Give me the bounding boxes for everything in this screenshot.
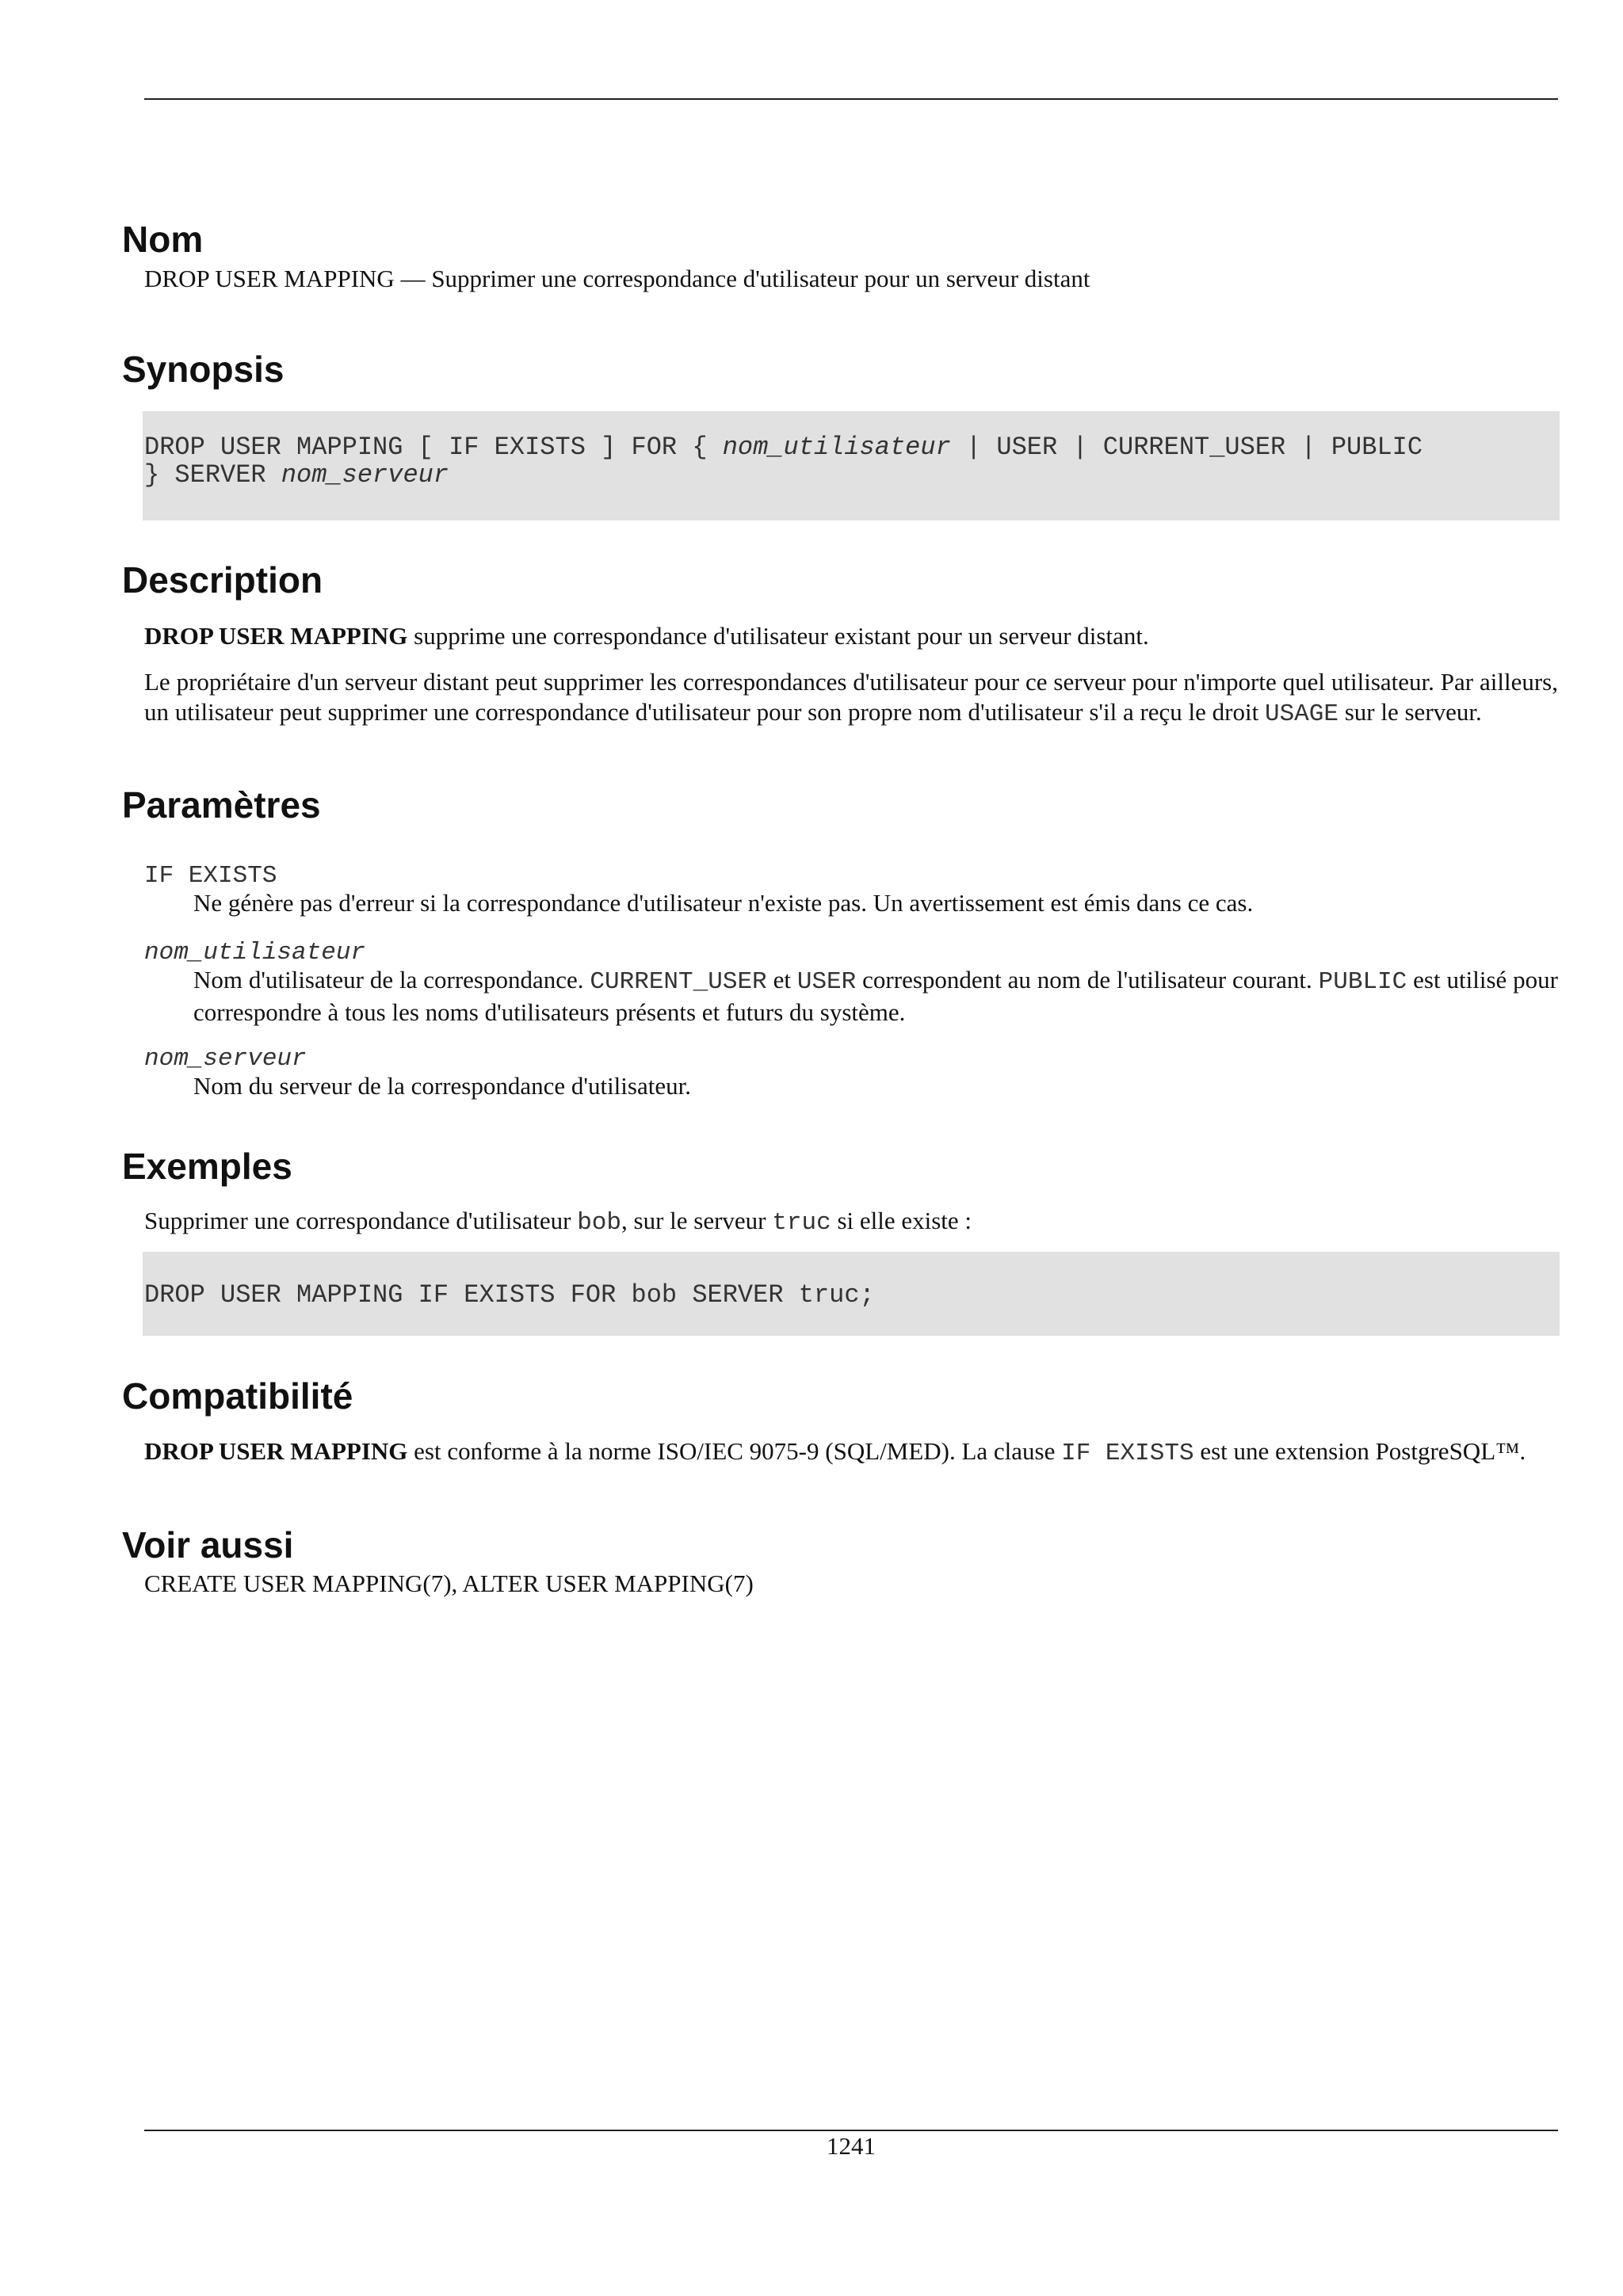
page-number: 1241: [827, 2132, 876, 2160]
param-term: IF EXISTS: [144, 862, 277, 890]
description-text: supprime une correspondance d'utilisateur existant pour un serveur distant.: [407, 622, 1149, 650]
inline-code: truc: [772, 1209, 831, 1237]
compatibilite-paragraph: [144, 1436, 1558, 1469]
synopsis-param-user: nom_utilisateur: [722, 433, 951, 462]
compatibilite-text: est conforme à la norme ISO/IEC 9075-9 (SQL/MED). La clause: [407, 1437, 1062, 1465]
heading-nom: Nom: [122, 219, 204, 260]
param-term: nom_utilisateur: [144, 939, 366, 967]
nom-text: DROP USER MAPPING — Supprimer une correspondance d'utilisateur pour un serveur distant: [144, 265, 1090, 292]
synopsis-code-block: [143, 411, 1560, 521]
heading-voir-aussi: Voir aussi: [122, 1524, 294, 1566]
description-paragraph-1: [144, 621, 1558, 651]
definition-text: correspondent au nom de l'utilisateur courant.: [856, 966, 1319, 994]
heading-description: Description: [122, 559, 323, 601]
heading-exemples: Exemples: [122, 1146, 292, 1187]
exemples-text: si elle existe :: [831, 1207, 972, 1234]
header-rule: [144, 98, 1558, 100]
description-text: Le propriétaire d'un serveur distant peut supprimer les correspondances d'utilisateur pour ce serveur pour n'importe quel utilisateur. Par ailleurs, un utilisateur peut supprimer une correspondance d'utilisateur pour son propre nom d'utilisateur s'il a reçu le droit: [144, 668, 1558, 726]
inline-code: IF EXISTS: [1061, 1440, 1194, 1467]
example-code: DROP USER MAPPING IF EXISTS FOR bob SERVER truc;: [144, 1280, 875, 1310]
command-name: DROP USER MAPPING: [144, 1437, 408, 1465]
synopsis-code: DROP USER MAPPING [ IF EXISTS ] FOR {: [144, 433, 723, 462]
synopsis-code: | USER | CURRENT_USER | PUBLIC: [950, 433, 1423, 462]
inline-code: PUBLIC: [1318, 968, 1407, 996]
command-name: DROP USER MAPPING: [144, 622, 408, 650]
description-paragraph-2: [144, 667, 1558, 730]
param-term: nom_serveur: [144, 1045, 307, 1073]
compatibilite-text: est une extension PostgreSQL™.: [1193, 1437, 1526, 1465]
inline-code: USAGE: [1264, 700, 1338, 728]
param-definition: Nom du serveur de la correspondance d'utilisateur.: [193, 1072, 691, 1100]
exemples-text: Supprimer une correspondance d'utilisateur: [144, 1207, 578, 1234]
param-definition: [193, 965, 1558, 1028]
synopsis-param-server: nom_serveur: [281, 460, 449, 490]
inline-code: bob: [577, 1209, 622, 1237]
heading-synopsis: Synopsis: [122, 349, 285, 390]
inline-code: CURRENT_USER: [590, 968, 767, 996]
exemples-intro: [144, 1206, 1558, 1238]
param-definition: Ne génère pas d'erreur si la correspondance d'utilisateur n'existe pas. Un avertissement est émis dans ce cas.: [193, 889, 1254, 917]
example-code-block: [143, 1252, 1560, 1336]
definition-text: et: [766, 966, 797, 994]
heading-parametres: Paramètres: [122, 784, 321, 826]
definition-text: Nom d'utilisateur de la correspondance.: [193, 966, 590, 994]
definition-text: est utilisé pour correspondre à tous les noms d'utilisateurs présents et futurs du système.: [193, 966, 1558, 1026]
inline-code: USER: [796, 968, 857, 996]
description-text: sur le serveur.: [1338, 698, 1482, 726]
heading-compatibilite: Compatibilité: [122, 1375, 353, 1417]
synopsis-code: } SERVER: [144, 460, 281, 490]
voir-aussi-text: CREATE USER MAPPING(7), ALTER USER MAPPING(7): [144, 1569, 754, 1597]
exemples-text: , sur le serveur: [621, 1207, 773, 1234]
